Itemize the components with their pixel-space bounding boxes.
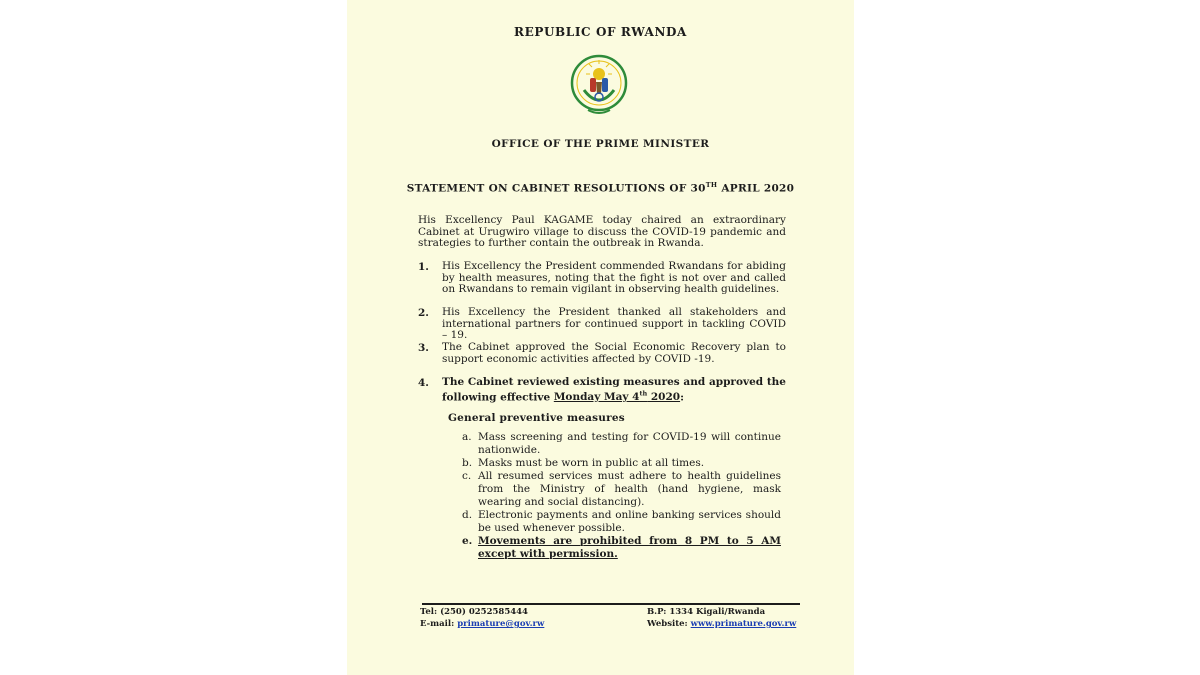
item-number: 1.: [418, 261, 429, 273]
coat-of-arms-icon: [570, 52, 628, 118]
list-letter: d.: [462, 509, 473, 521]
footer-website-label: Website:: [647, 619, 691, 629]
item-four-tail: :: [680, 391, 684, 404]
footer-left: [420, 606, 544, 630]
item-number: 3.: [418, 342, 429, 354]
effective-date: [554, 391, 680, 403]
footer-website-line: [647, 618, 796, 630]
effective-date-pre: Monday May 4: [553, 391, 640, 404]
item-text: The Cabinet approved the Social Economic Recovery plan to support economic activities affected by COVID -19.: [442, 341, 786, 365]
intro-paragraph: His Excellency Paul KAGAME today chaired an extraordinary Cabinet at Urugwiro village to discuss the COVID-19 pandemic and strategies to further contain the outbreak in Rwanda.: [418, 214, 786, 250]
footer-bp: B.P: 1334 Kigali/Rwanda: [647, 607, 766, 617]
list-item: Mass screening and testing for COVID-19 will continue nationwide.: [478, 431, 781, 456]
effective-date-post: 2020: [647, 391, 681, 404]
statement-title-sup: TH: [705, 181, 718, 189]
footer-divider: [422, 603, 800, 605]
item-number: 4.: [418, 377, 429, 389]
list-letter: c.: [462, 470, 472, 482]
document-page: [347, 0, 854, 675]
item-number: 2.: [418, 307, 429, 319]
footer-email-label: E-mail:: [420, 619, 458, 629]
statement-title: [347, 181, 854, 195]
footer-email-line: [420, 618, 544, 630]
effective-date-sup: th: [639, 389, 648, 398]
list-letter: b.: [462, 457, 473, 469]
footer-email-link[interactable]: primature@gov.rw: [457, 619, 545, 629]
office-heading: OFFICE OF THE PRIME MINISTER: [491, 138, 710, 150]
list-letter: a.: [462, 431, 472, 443]
list-item: Masks must be worn in public at all times.: [478, 457, 705, 469]
item-text: His Excellency the President thanked all stakeholders and international partners for continued support in tackling COVID – 19.: [442, 306, 786, 342]
item-text: His Excellency the President commended Rwandans for abiding by health measures, noting that the fight is not over and called on Rwandans to remain vigilant in observing health guidelines.: [442, 260, 786, 296]
footer-website-link[interactable]: www.primature.gov.rw: [690, 619, 797, 629]
footer-right: [647, 606, 796, 630]
republic-heading: REPUBLIC OF RWANDA: [514, 25, 687, 39]
item-four-text: [442, 377, 786, 404]
statement-title-post: APRIL 2020: [717, 182, 795, 195]
footer-tel: Tel: (250) 0252585444: [420, 607, 528, 617]
preventive-heading: General preventive measures: [448, 412, 625, 424]
list-letter: e.: [462, 535, 473, 547]
item-four-body: The Cabinet reviewed existing measures and approved the following effective: [442, 376, 786, 404]
list-item: Electronic payments and online banking services should be used whenever possible.: [478, 509, 781, 534]
list-item-curfew: Movements are prohibited from 8 PM to 5 AM except with permission.: [478, 535, 781, 560]
statement-title-pre: STATEMENT ON CABINET RESOLUTIONS OF 30: [406, 182, 706, 195]
list-item: All resumed services must adhere to health guidelines from the Ministry of health (hand hygiene, mask wearing and social distancing).: [478, 470, 781, 508]
